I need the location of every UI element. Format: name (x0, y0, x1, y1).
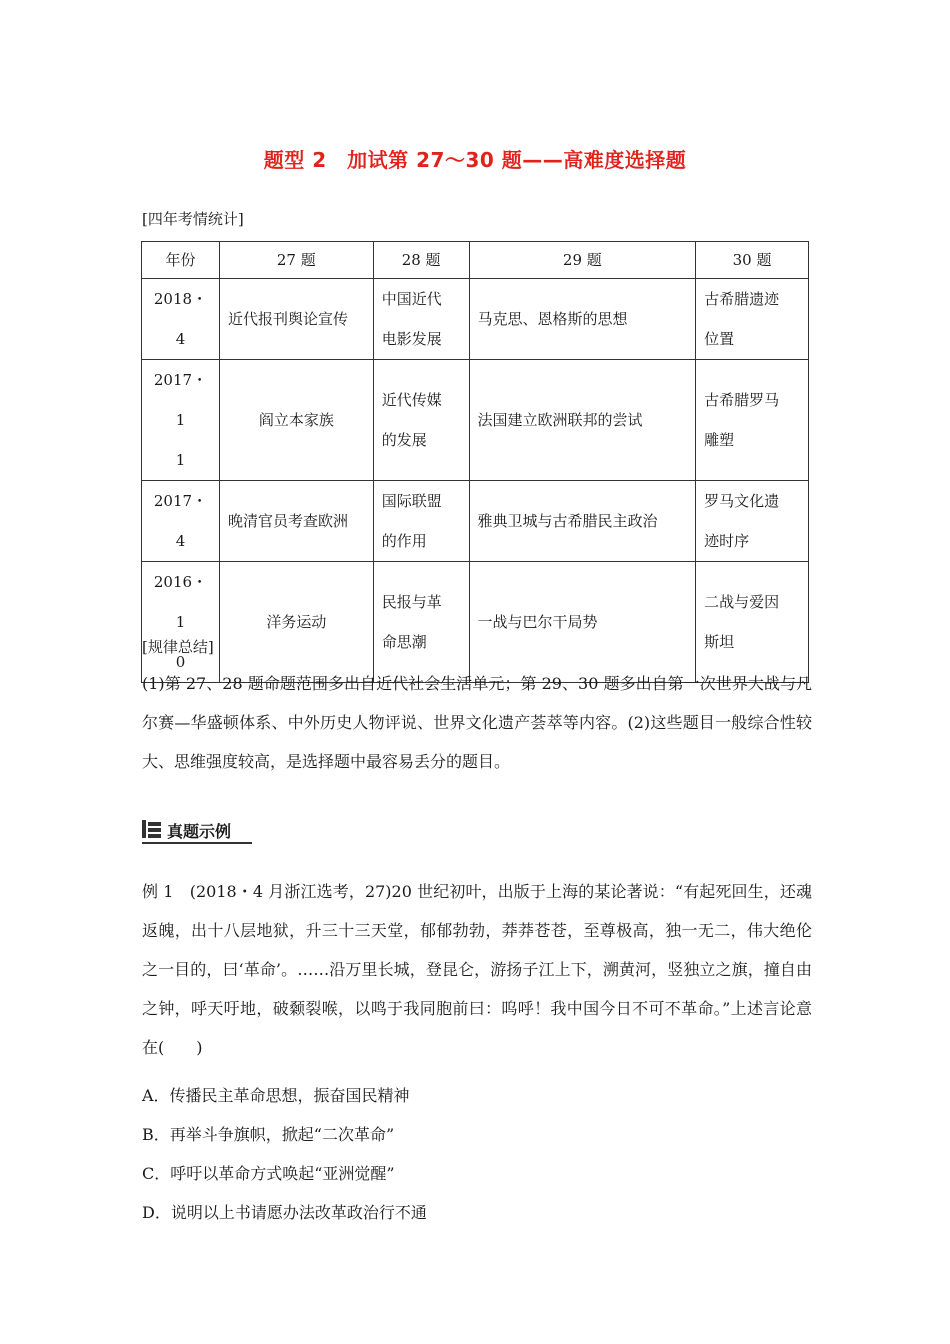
table-row (142, 360, 809, 481)
stats-label: [四年考情统计] (142, 210, 244, 228)
cell-q30: 罗马文化遗 迹时序 (696, 481, 809, 562)
cell-year: 2016・1 0 (142, 562, 220, 683)
cell-q27: 晚清官员考查欧洲 (219, 481, 373, 562)
table-row (142, 279, 809, 360)
option-a: A．传播民主革命思想，振奋国民精神 (142, 1086, 410, 1105)
cell-q28: 国际联盟 的作用 (373, 481, 469, 562)
section-banner (142, 817, 812, 843)
cell-q27: 洋务运动 (219, 562, 373, 683)
cell-q28: 中国近代 电影发展 (373, 279, 469, 360)
cell-q29: 一战与巴尔干局势 (469, 562, 696, 683)
cell-q29: 雅典卫城与古希腊民主政治 (469, 481, 696, 562)
cell-q30: 古希腊罗马 雕塑 (696, 360, 809, 481)
header-q29: 29 题 (469, 242, 696, 279)
cell-q28: 民报与革 命思潮 (373, 562, 469, 683)
cell-q29: 马克思、恩格斯的思想 (469, 279, 696, 360)
rules-label: [规律总结] (142, 638, 214, 656)
header-q28: 28 题 (373, 242, 469, 279)
cell-year: 2018・4 (142, 279, 220, 360)
cell-q27: 近代报刊舆论宣传 (219, 279, 373, 360)
table-row (142, 481, 809, 562)
option-d: D．说明以上书请愿办法改革政治行不通 (142, 1203, 427, 1222)
cell-year: 2017・1 1 (142, 360, 220, 481)
cell-q27: 阎立本家族 (219, 360, 373, 481)
header-q27: 27 题 (219, 242, 373, 279)
banner-underline (142, 842, 252, 844)
option-c: C．呼吁以革命方式唤起“亚洲觉醒” (142, 1164, 395, 1183)
cell-q29: 法国建立欧洲联邦的尝试 (469, 360, 696, 481)
cell-year: 2017・4 (142, 481, 220, 562)
rules-summary: (1)第 27、28 题命题范围多出自近代社会生活单元；第 29、30 题多出自第一次世界大战与凡尔赛—华盛顿体系、中外历史人物评说、世界文化遗产荟萃等内容。(2)这些题目一般综合性较大、思维强度较高，是选择题中最容易丢分的题目。 (142, 674, 812, 771)
cell-q30: 古希腊遗迹 位置 (696, 279, 809, 360)
table-header-row (142, 242, 809, 279)
option-b: B．再举斗争旗帜，掀起“二次革命” (142, 1125, 395, 1144)
list-icon (142, 820, 162, 838)
example-question: 例 1 (2018・4 月浙江选考，27)20 世纪初叶，出版于上海的某论著说：“有起死回生，还魂返魄，出十八层地狱，升三十三天堂，郁郁勃勃，莽莽苍苍，至尊极高，独一无二，伟大绝伦之一目的，曰‘革命’。……沿万里长城，登昆仑，游扬子江上下，溯黄河，竖独立之旗，撞自由之钟，呼天吁地，破颡裂喉，以鸣于我同胞前曰：呜呼！我中国今日不可不革命。”上述言论意在( ) (142, 882, 812, 1057)
exam-stats-table (141, 241, 809, 683)
banner-title: 真题示例 (167, 822, 232, 841)
cell-q30: 二战与爱因 斯坦 (696, 562, 809, 683)
header-q30: 30 题 (696, 242, 809, 279)
cell-q28: 近代传媒 的发展 (373, 360, 469, 481)
page-title: 题型 2 加试第 27～30 题——高难度选择题 (263, 148, 687, 172)
header-year: 年份 (142, 242, 220, 279)
